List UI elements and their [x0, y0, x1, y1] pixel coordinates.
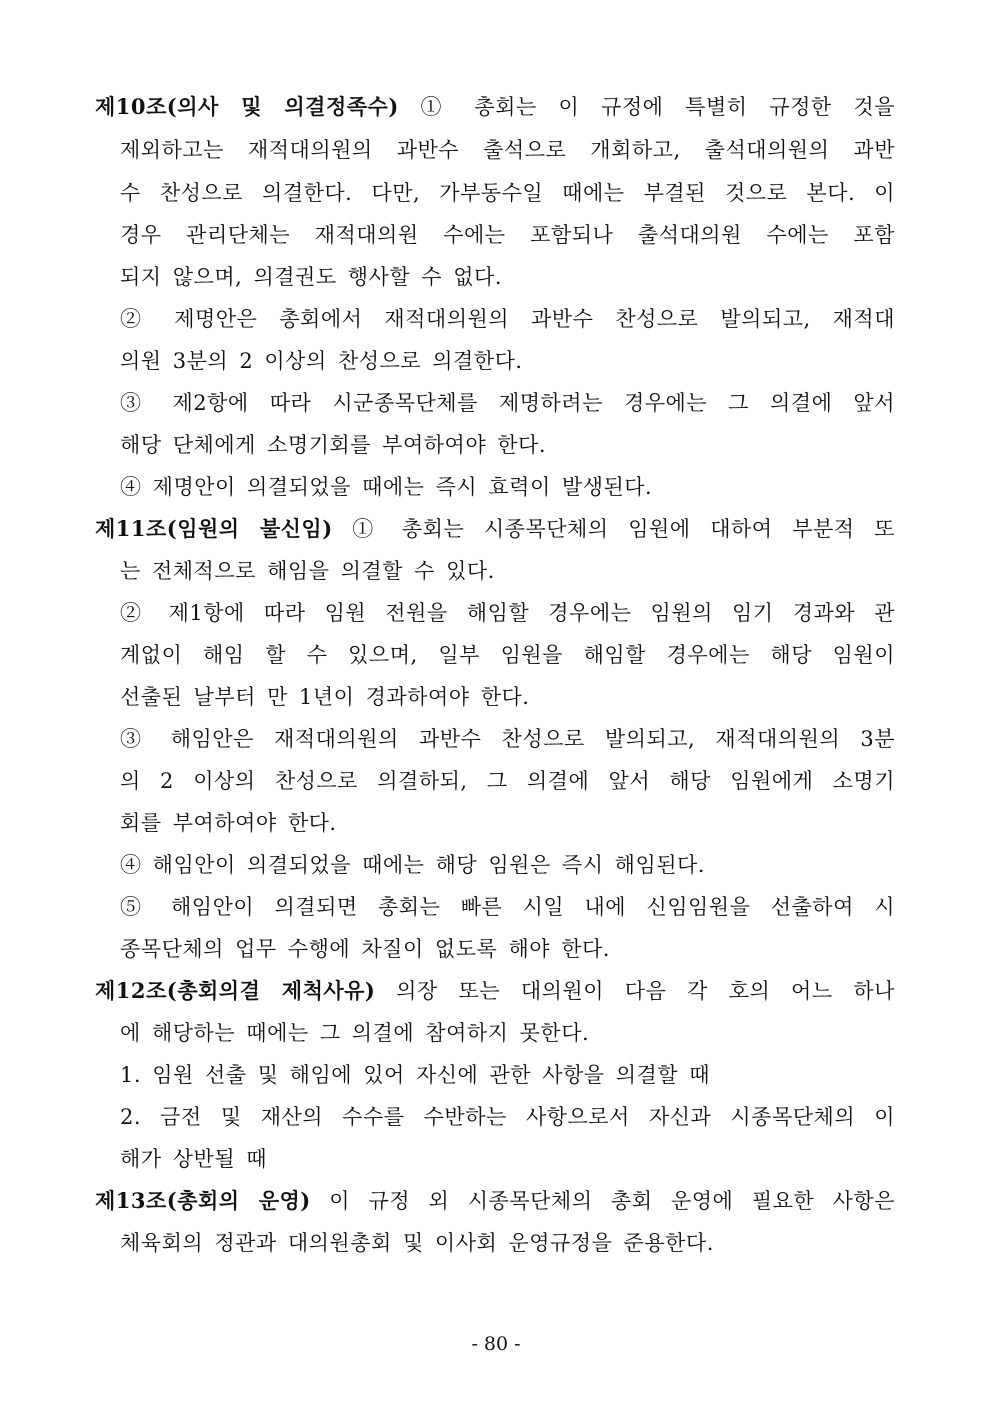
article-13-line-2: 체육회의 정관과 대의원총회 및 이사회 운영규정을 준용한다. — [120, 1231, 714, 1255]
article-12-line-1: 의장 또는 대의원이 다음 각 호의 어느 하나 — [396, 979, 895, 1003]
article-10-line-10: ④ 제명안이 의결되었을 때에는 즉시 효력이 발생된다. — [120, 475, 653, 499]
article-11-line-10: ⑤ 해임안이 의결되면 총회는 빠른 시일 내에 신임임원을 선출하여 시 — [120, 895, 895, 919]
article-11-title: 제11조(임원의 불신임) — [95, 516, 333, 541]
article-13-title: 제13조(총회의 운영) — [95, 1188, 311, 1213]
article-11-line-8: 회를 부여하여야 한다. — [120, 811, 337, 835]
article-10-line-1: ① 총회는 이 규정에 특별히 규정한 것을 — [420, 95, 895, 119]
article-10-line-9: 해당 단체에게 소명기회를 부여하여야 한다. — [120, 433, 547, 457]
article-12-heading — [95, 976, 895, 1006]
article-11-line-6: ③ 해임안은 재적대의원의 과반수 찬성으로 발의되고, 재적대의원의 3분 — [120, 727, 895, 751]
article-10-title: 제10조(의사 및 의결정족수) — [95, 94, 399, 119]
article-10-line-4: 경우 관리단체는 재적대의원 수에는 포함되나 출석대의원 수에는 포함 — [120, 223, 895, 247]
article-10-line-8: ③ 제2항에 따라 시군종목단체를 제명하려는 경우에는 그 의결에 앞서 — [120, 391, 895, 415]
article-12-item-1: 1. 임원 선출 및 해임에 있어 자신에 관한 사항을 의결할 때 — [120, 1063, 711, 1087]
article-13-line-1: 이 규정 외 시종목단체의 총회 운영에 필요한 사항은 — [329, 1189, 896, 1213]
article-10-line-3: 수 찬성으로 의결한다. 다만, 가부동수일 때에는 부결된 것으로 본다. 이 — [120, 181, 895, 205]
article-12-line-2: 에 해당하는 때에는 그 의결에 참여하지 못한다. — [120, 1021, 590, 1045]
article-12-item-2: 2. 금전 및 재산의 수수를 수반하는 사항으로서 자신과 시종목단체의 이 — [120, 1105, 895, 1129]
article-11-line-2: 는 전체적으로 해임을 의결할 수 있다. — [120, 559, 495, 583]
article-10-line-5: 되지 않으며, 의결권도 행사할 수 없다. — [120, 265, 503, 289]
article-11-heading — [95, 514, 895, 544]
article-10-line-2: 제외하고는 재적대의원의 과반수 출석으로 개회하고, 출석대의원의 과반 — [120, 138, 895, 162]
article-10-heading — [95, 92, 895, 122]
article-11-line-5: 선출된 날부터 만 1년이 경과하여야 한다. — [120, 685, 530, 709]
article-12-item-2-cont: 해가 상반될 때 — [120, 1147, 268, 1171]
article-11-line-9: ④ 해임안이 의결되었을 때에는 해당 임원은 즉시 해임된다. — [120, 853, 705, 877]
article-11-line-3: ② 제1항에 따라 임원 전원을 해임할 경우에는 임원의 임기 경과와 관 — [120, 601, 895, 625]
article-11-line-4: 계없이 해임 할 수 있으며, 일부 임원을 해임할 경우에는 해당 임원이 — [120, 643, 895, 667]
article-10-line-6: ② 제명안은 총회에서 재적대의원의 과반수 찬성으로 발의되고, 재적대 — [120, 307, 895, 331]
article-13-heading — [95, 1186, 895, 1216]
page-number: - 80 - — [471, 1333, 521, 1355]
article-12-title: 제12조(총회의결 제척사유) — [95, 978, 376, 1003]
article-11-line-1: ① 총회는 시종목단체의 임원에 대하여 부분적 또 — [352, 517, 895, 541]
article-11-line-7: 의 2 이상의 찬성으로 의결하되, 그 의결에 앞서 해당 임원에게 소명기 — [120, 769, 895, 793]
article-11-line-11: 종목단체의 업무 수행에 차질이 없도록 해야 한다. — [120, 937, 610, 961]
article-10-line-7: 의원 3분의 2 이상의 찬성으로 의결한다. — [120, 349, 523, 373]
